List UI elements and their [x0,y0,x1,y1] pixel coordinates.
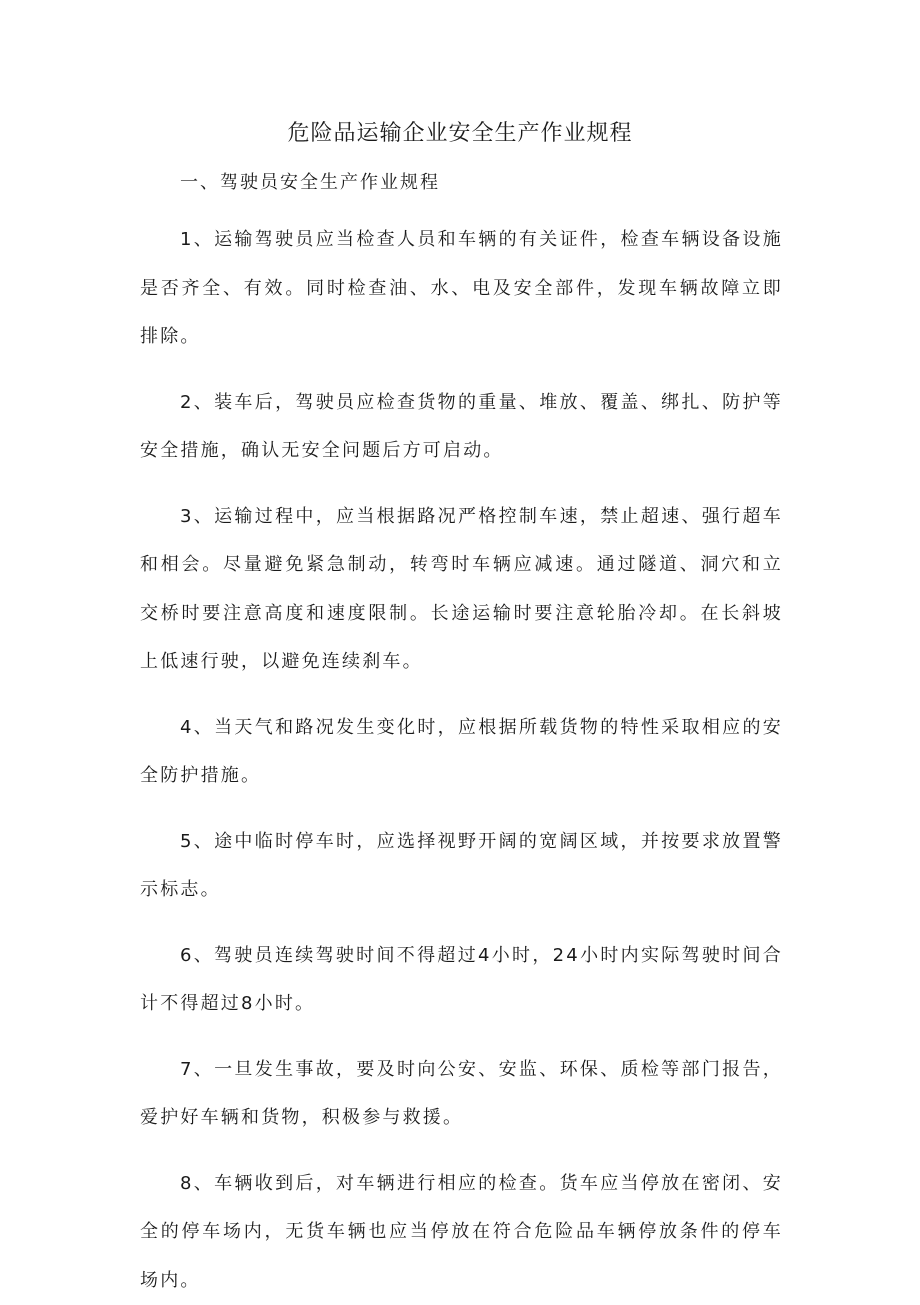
section-heading: 一、驾驶员安全生产作业规程 [140,167,783,199]
paragraph-2: 2、装车后，驾驶员应检查货物的重量、堆放、覆盖、绑扎、防护等安全措施，确认无安全问题后方可启动。 [140,379,783,476]
paragraph-3: 3、运输过程中，应当根据路况严格控制车速，禁止超速、强行超车和相会。尽量避免紧急制动，转弯时车辆应减速。通过隧道、洞穴和立交桥时要注意高度和速度限制。长途运输时要注意轮胎冷却。在长斜坡上低速行驶，以避免连续刹车。 [140,493,783,687]
paragraph-5: 5、途中临时停车时，应选择视野开阔的宽阔区域，并按要求放置警示标志。 [140,818,783,915]
paragraph-7: 7、一旦发生事故，要及时向公安、安监、环保、质检等部门报告，爱护好车辆和货物，积极参与救援。 [140,1046,783,1143]
document-title: 危险品运输企业安全生产作业规程 [140,118,780,150]
paragraph-4: 4、当天气和路况发生变化时，应根据所载货物的特性采取相应的安全防护措施。 [140,704,783,801]
document-body [140,167,783,1305]
paragraph-1: 1、运输驾驶员应当检查人员和车辆的有关证件，检查车辆设备设施是否齐全、有效。同时检查油、水、电及安全部件，发现车辆故障立即排除。 [140,216,783,362]
paragraph-6: 6、驾驶员连续驾驶时间不得超过4小时，24小时内实际驾驶时间合计不得超过8小时。 [140,932,783,1029]
paragraph-8: 8、车辆收到后，对车辆进行相应的检查。货车应当停放在密闭、安全的停车场内，无货车辆也应当停放在符合危险品车辆停放条件的停车场内。 [140,1160,783,1305]
